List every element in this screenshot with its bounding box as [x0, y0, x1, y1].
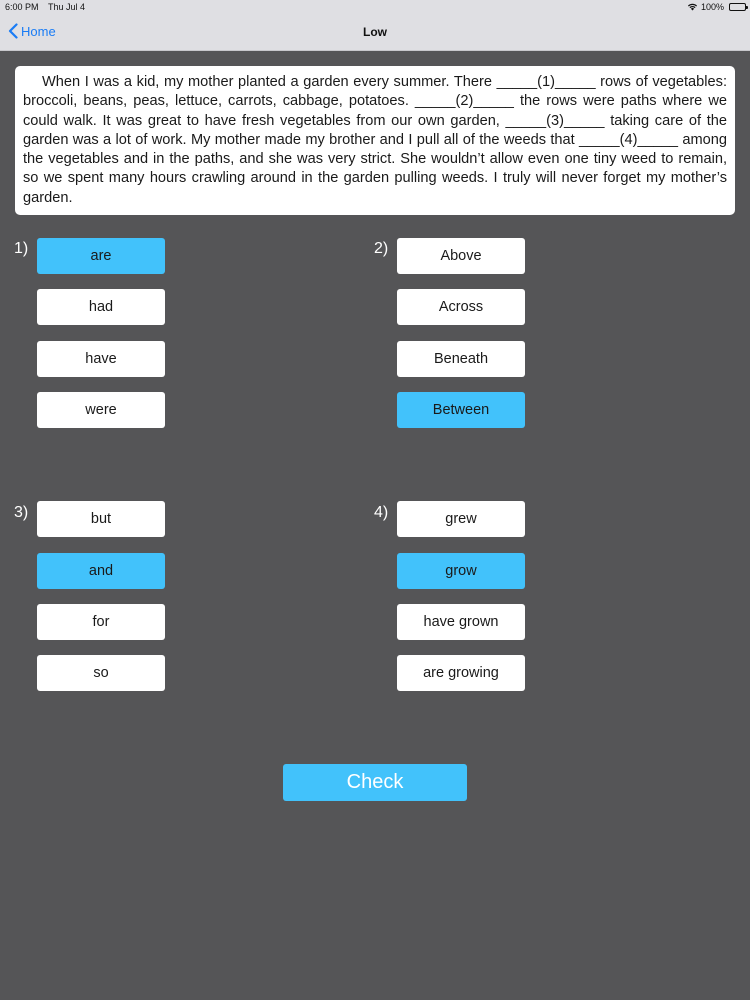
check-button[interactable]: Check: [283, 764, 467, 801]
battery-percentage: 100%: [700, 2, 724, 12]
reading-passage: When I was a kid, my mother planted a garden every summer. There _____(1)_____ rows of vegetables: broccoli, beans, peas, lettuce, carrots, cabbage, potatoes. _____(2)_____ the rows were paths where we could walk. It was great to have fresh vegetables from our own garden, _____(3)_____ taking care of the garden was a lot of work. My mother made my brother and I pull all of the weeds that _____(4)_____ among the vegetables and in the paths, and she was very strict. She wouldn’t allow even one tiny weed to remain, so we spent many hours crawling around in the garden pulling weeds. I truly will never forget my mother’s garden.: [15, 66, 735, 215]
q4-option-2[interactable]: grow: [397, 553, 525, 589]
battery-icon: [729, 3, 746, 11]
q1-option-3[interactable]: have: [37, 341, 165, 377]
q1-option-1[interactable]: are: [37, 238, 165, 274]
page-title: Low: [363, 25, 387, 39]
navigation-bar: [0, 14, 750, 51]
q3-option-4[interactable]: so: [37, 655, 165, 691]
status-bar: [0, 0, 750, 14]
back-button-label: Home: [21, 23, 56, 39]
q2-option-2[interactable]: Across: [397, 289, 525, 325]
question-number-4: 4): [374, 504, 389, 521]
wifi-icon: [687, 3, 698, 11]
q4-option-3[interactable]: have grown: [397, 604, 525, 640]
question-number-3: 3): [14, 504, 29, 521]
q3-option-3[interactable]: for: [37, 604, 165, 640]
q1-option-4[interactable]: were: [37, 392, 165, 428]
question-number-1: 1): [14, 240, 29, 257]
status-date: Thu Jul 4: [48, 2, 86, 12]
q2-option-3[interactable]: Beneath: [397, 341, 525, 377]
q2-option-1[interactable]: Above: [397, 238, 525, 274]
question-number-2: 2): [374, 240, 389, 257]
status-indicators: [687, 2, 724, 12]
q3-option-1[interactable]: but: [37, 501, 165, 537]
q1-option-2[interactable]: had: [37, 289, 165, 325]
q2-option-4[interactable]: Between: [397, 392, 525, 428]
q4-option-1[interactable]: grew: [397, 501, 525, 537]
status-time: 6:00 PM: [5, 2, 39, 12]
q3-option-2[interactable]: and: [37, 553, 165, 589]
q4-option-4[interactable]: are growing: [397, 655, 525, 691]
